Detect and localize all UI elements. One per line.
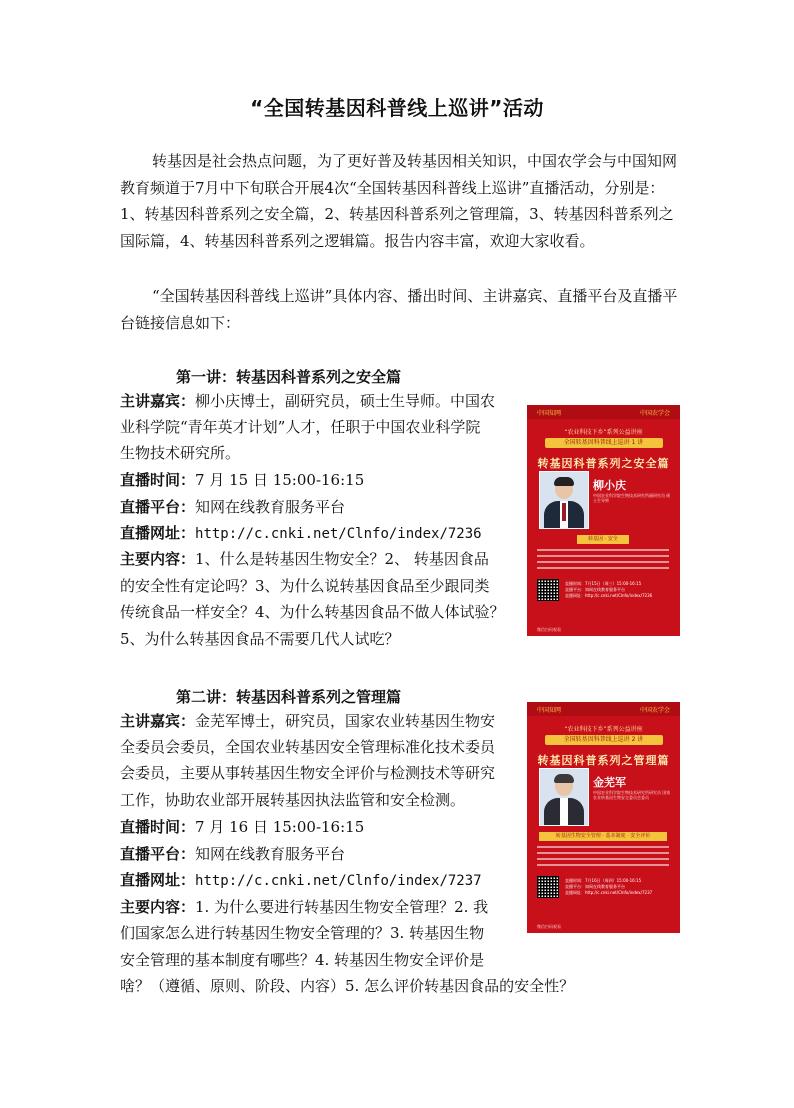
speaker-photo [539, 471, 589, 529]
poster-issue-strip: 全国转基因科普线上巡讲 1 讲 [545, 438, 663, 448]
poster-footer: 微信扫码观看 [537, 627, 561, 632]
poster-title: 转基因科普系列之管理篇 [537, 754, 670, 767]
lecture-2-content-line-2: 们国家怎么进行转基因生物安全管理的？3. 转基因生物 [120, 924, 485, 942]
speaker-label: 主讲嘉宾： [120, 392, 196, 410]
speaker-label: 主讲嘉宾： [120, 712, 196, 730]
poster-logo: 中国农学会 [639, 707, 670, 714]
poster-info-url: 直播网址：http://c.cnki.net/Clnfo/index/7236 [565, 593, 653, 598]
poster-banner [541, 724, 666, 750]
platform-label: 直播平台： [120, 498, 196, 516]
poster-banner [541, 427, 666, 453]
lecture-1-speaker-line-3: 生物技术研究所。 [120, 444, 241, 462]
content-label: 主要内容： [120, 550, 196, 568]
platform-label: 直播平台： [120, 845, 196, 863]
speaker-photo [539, 768, 589, 826]
photo-hair [554, 774, 574, 783]
page-title: “全国转基因科普线上巡讲”活动 [250, 96, 544, 120]
lecture-1-speaker-line-2: 业科学院“青年英才计划”人才，任职于中国农业科学院 [120, 418, 481, 436]
speaker-text: 金芜军博士，研究员，国家农业转基因生物安 [195, 712, 496, 730]
poster-info-platform: 直播平台：知网在线教育服务平台 [565, 884, 625, 889]
lecture-2-content [120, 894, 488, 921]
lecture-2-speaker-line [120, 708, 495, 735]
poster-logo: 中国知网 [537, 410, 562, 417]
photo-shirt [560, 798, 568, 825]
poster-tag: 转基因生物安全管理 · 基本制度 · 安全评价 [539, 832, 667, 841]
poster-info [565, 878, 652, 896]
time-label: 直播时间： [120, 818, 196, 836]
poster-info-time: 直播时间：7月15日（周三）15:00-16:15 [565, 581, 642, 586]
platform-value: 知网在线教育服务平台 [195, 498, 346, 516]
lecture-2-poster [527, 702, 680, 933]
poster-speaker-bio: 中国农业科学院生物技术研究所副研究员 硕士生导师 [593, 493, 671, 503]
lecture-1-content-line-3: 传统食品一样安全？4、为什么转基因食品不做人体试验？ [120, 603, 505, 621]
poster-footer: 微信扫码观看 [537, 924, 561, 929]
lecture-2-content-line-4: 啥？（遵循、原则、阶段、内容）5. 怎么评价转基因食品的安全性？ [120, 977, 575, 995]
poster-series: “农业科技下乡”系列公益讲座 [564, 726, 643, 733]
content-text: 1、什么是转基因生物安全？2、 转基因食品 [195, 550, 489, 568]
lecture-1-time [120, 467, 364, 494]
poster-logo: 中国农学会 [639, 410, 670, 417]
lecture-1-content-line-4: 5、为什么转基因食品不需要几代人试吃？ [120, 630, 400, 648]
url-label: 直播网址： [120, 871, 196, 889]
poster-speaker-bio: 中国农业科学院生物技术研究所研究员 国家农业转基因生物安全委员会委员 [593, 790, 671, 800]
time-value: 7 月 16 日 15:00-16:15 [195, 818, 365, 836]
poster-speaker-name: 金芜军 [593, 776, 626, 789]
lecture-2-url [120, 867, 482, 895]
lecture-1-content-line-2: 的安全性有定论吗？3、为什么说转基因食品至少跟同类 [120, 577, 490, 595]
content-text: 1. 为什么要进行转基因生物安全管理？2. 我 [195, 898, 489, 916]
time-value: 7 月 15 日 15:00-16:15 [195, 471, 365, 489]
lecture-2-heading: 第二讲：转基因科普系列之管理篇 [176, 688, 402, 706]
lecture-2-content-line-3: 安全管理的基本制度有哪些？4. 转基因生物安全评价是 [120, 951, 485, 969]
intro-paragraph: 转基因是社会热点问题，为了更好普及转基因相关知识，中国农学会与中国知网教育频道于7月中下旬联合开展4次“全国转基因科普线上巡讲”直播活动，分别是：1、转基因科普系列之安全篇，2、转基因科普系列之管理篇，3、转基因科普系列之国际篇，4、转基因科普系列之逻辑篇。报告内容丰富，欢迎大家收看。 [120, 152, 678, 250]
poster-speaker-name: 柳小庆 [593, 479, 626, 492]
lecture-1-poster [527, 405, 680, 636]
poster-title: 转基因科普系列之安全篇 [537, 457, 670, 470]
content-label: 主要内容： [120, 898, 196, 916]
poster-info-platform: 直播平台：知网在线教育服务平台 [565, 587, 625, 592]
url-link[interactable]: http://c.cnki.net/Clnfo/index/7236 [195, 526, 482, 542]
time-label: 直播时间： [120, 471, 196, 489]
intro-paragraph-2: “全国转基因科普线上巡讲”具体内容、播出时间、主讲嘉宾、直播平台及直播平台链接信息如下： [120, 287, 678, 332]
lecture-2-platform [120, 841, 345, 868]
speaker-text: 柳小庆博士，副研究员，硕士生导师。中国农 [195, 392, 496, 410]
poster-info-url: 直播网址：http://c.cnki.net/Clnfo/index/7237 [565, 890, 653, 895]
poster-info-time: 直播时间：7月16日（周四）15:00-16:15 [565, 878, 642, 883]
lecture-1-url [120, 520, 482, 548]
lecture-2-speaker-line-4: 工作，协助农业部开展转基因执法监管和安全检测。 [120, 791, 466, 809]
qr-code-icon [537, 579, 559, 601]
lecture-2-speaker-line-3: 会委员，主要从事转基因生物安全评价与检测技术等研究 [120, 764, 496, 782]
poster-description [537, 846, 669, 870]
poster-tag: 转基因 · 安全 [577, 535, 629, 544]
poster-description [537, 549, 669, 573]
lecture-1-speaker-line [120, 388, 495, 415]
poster-series: “农业科技下乡”系列公益讲座 [564, 429, 643, 436]
poster-info [565, 581, 652, 599]
poster-logo: 中国知网 [537, 707, 562, 714]
url-link[interactable]: http://c.cnki.net/Clnfo/index/7237 [195, 873, 482, 889]
lecture-2-time [120, 814, 364, 841]
qr-code-icon [537, 876, 559, 898]
platform-value: 知网在线教育服务平台 [195, 845, 346, 863]
poster-issue-strip: 全国转基因科普线上巡讲 2 讲 [545, 735, 663, 745]
lecture-2-speaker-line-2: 全委员会委员，全国农业转基因安全管理标准化技术委员 [120, 738, 496, 756]
photo-tie [562, 503, 566, 521]
photo-hair [554, 477, 574, 486]
lecture-1-platform [120, 494, 345, 521]
lecture-1-content [120, 546, 489, 573]
url-label: 直播网址： [120, 524, 196, 542]
lecture-1-heading: 第一讲：转基因科普系列之安全篇 [176, 368, 402, 386]
